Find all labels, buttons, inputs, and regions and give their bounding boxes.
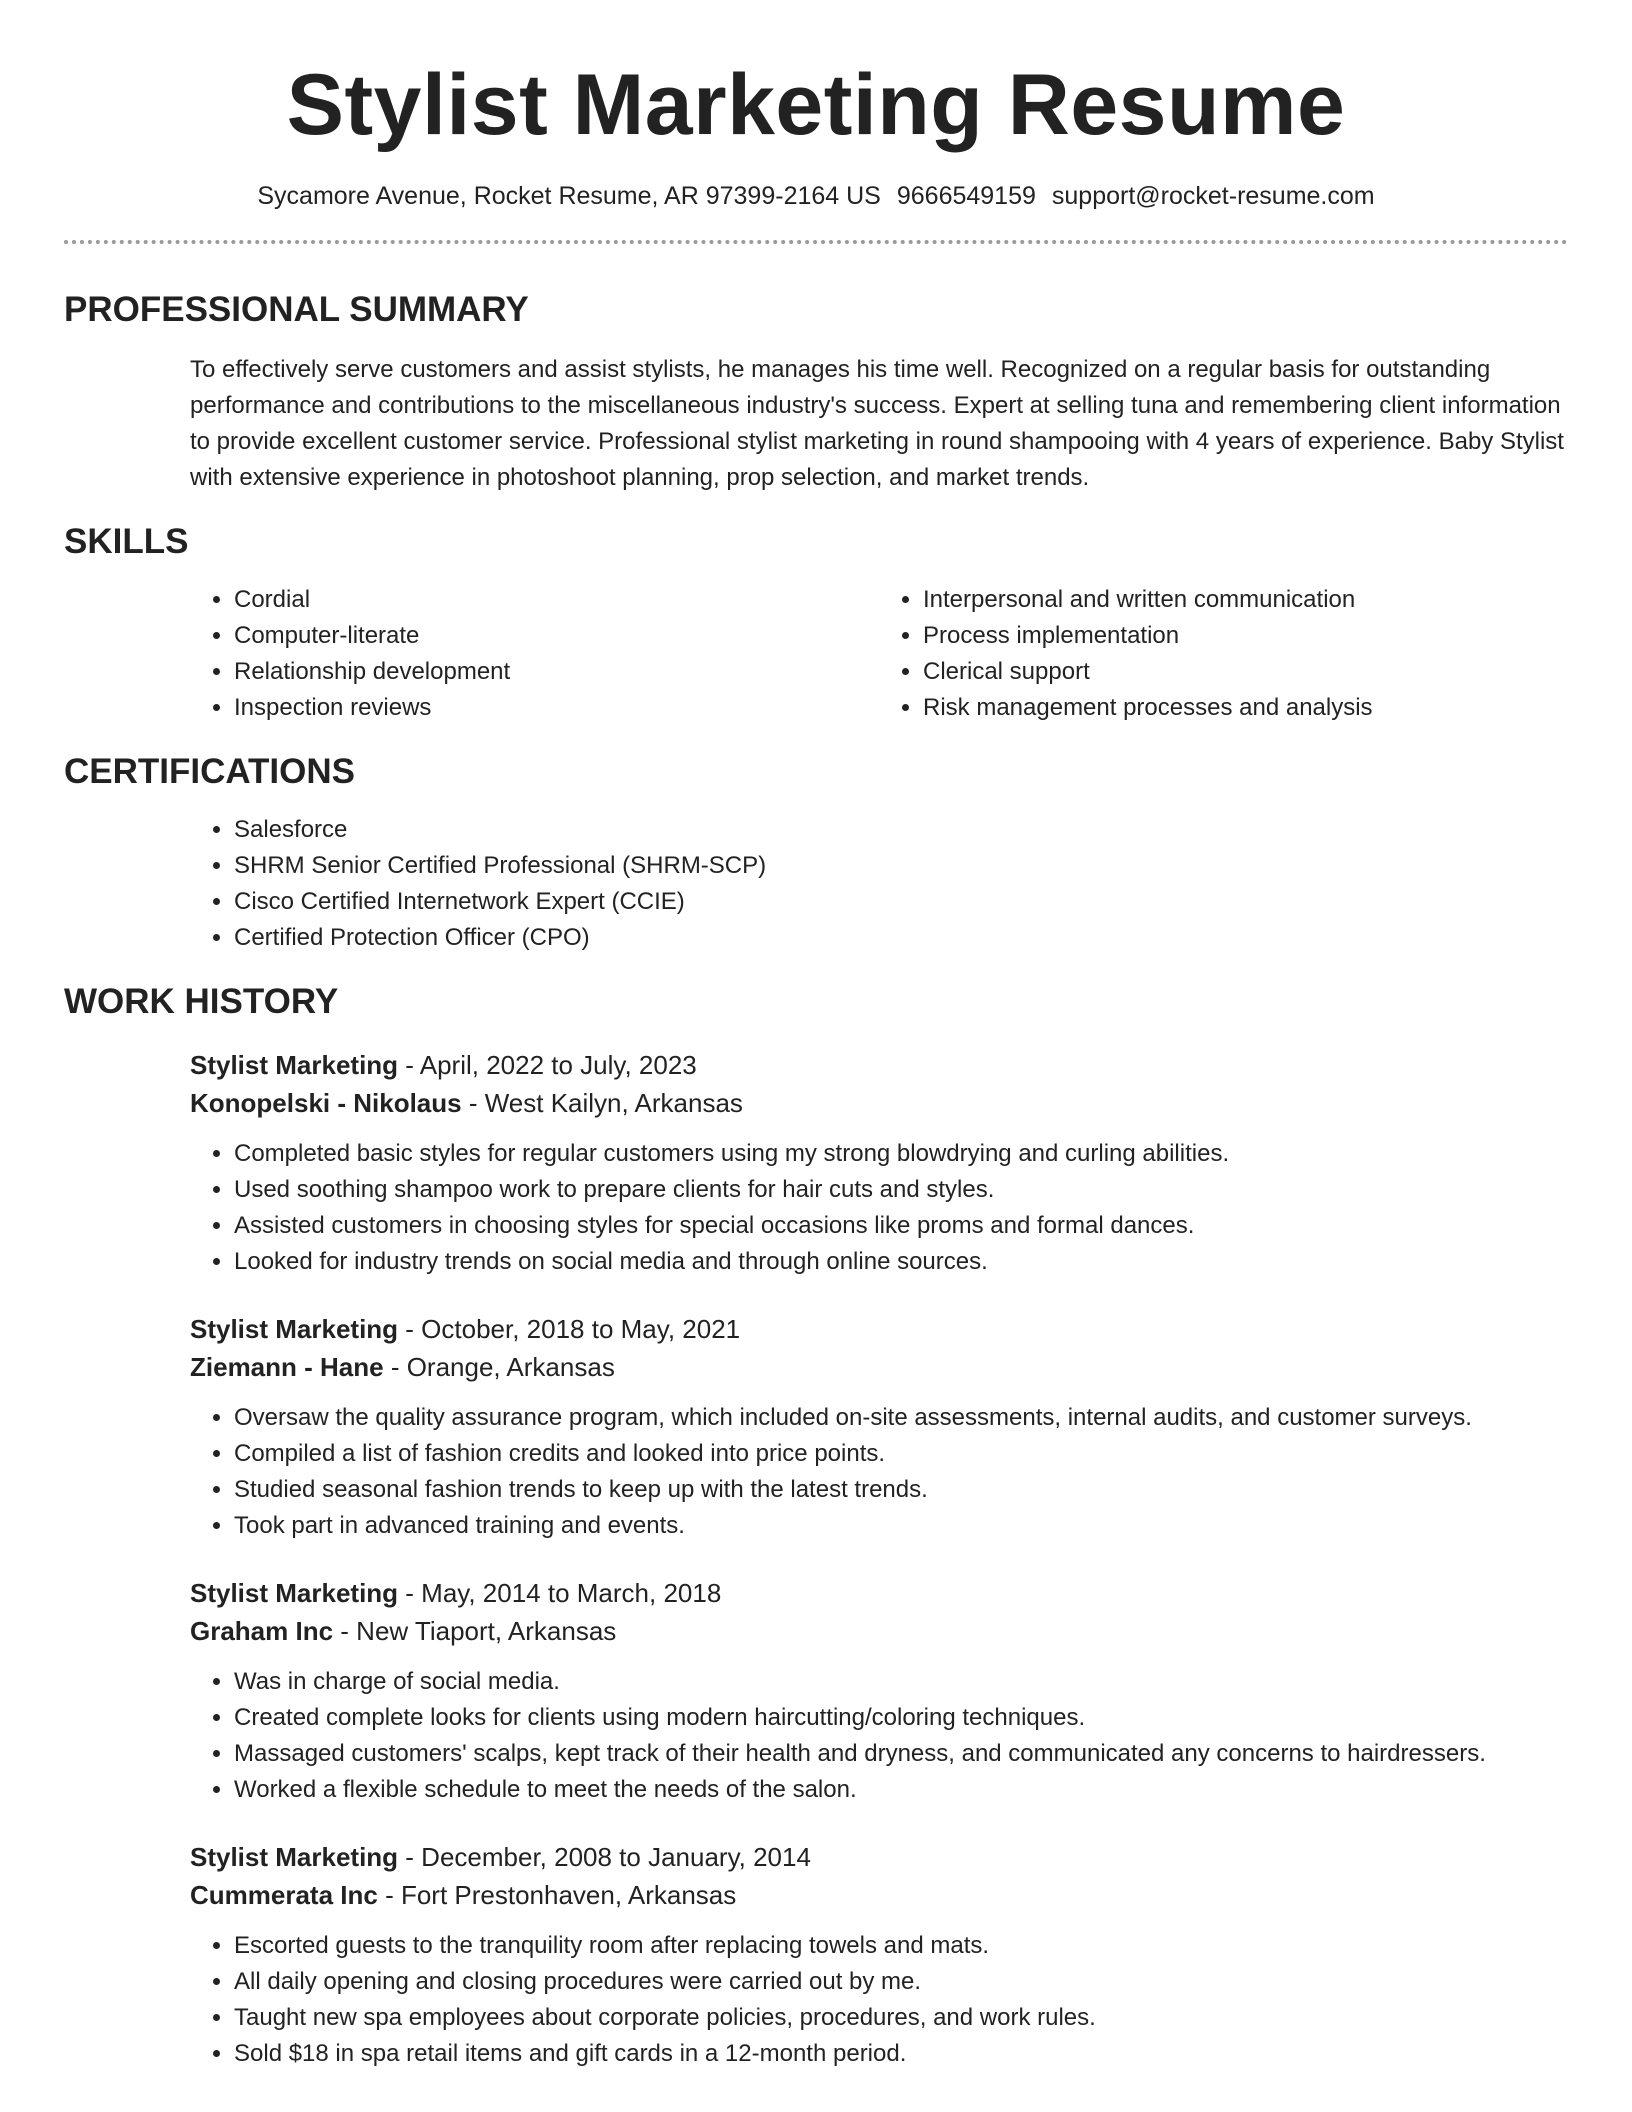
job-bullet: • Was in charge of social media. — [234, 1664, 1568, 1700]
job-bullet: • Created complete looks for clients using modern haircutting/coloring techniques. — [234, 1700, 1568, 1736]
section-title-work-history: WORK HISTORY — [64, 982, 339, 1021]
job-entry — [190, 1838, 1568, 2072]
job-company: Konopelski - Nikolaus — [190, 1088, 462, 1118]
job-bullets — [190, 1664, 1568, 1808]
job-company: Graham Inc — [190, 1616, 334, 1646]
job-entry — [190, 1046, 1568, 1280]
job-company-line — [190, 1876, 1568, 1914]
job-role: Stylist Marketing — [190, 1842, 399, 1872]
certification-item: • Salesforce — [234, 812, 1568, 848]
job-bullet: • Compiled a list of fashion credits and looked into price points. — [234, 1436, 1568, 1472]
job-bullet: • Oversaw the quality assurance program, which included on-site assessments, internal audits, and customer surveys. — [234, 1400, 1568, 1436]
job-bullets — [190, 1400, 1568, 1544]
job-role: Stylist Marketing — [190, 1050, 399, 1080]
job-bullet: • Taught new spa employees about corporate policies, procedures, and work rules. — [234, 2000, 1568, 2036]
job-title-line — [190, 1046, 1568, 1084]
job-title-line — [190, 1574, 1568, 1612]
skill-item: • Inspection reviews — [234, 690, 879, 726]
section-title-skills: SKILLS — [64, 522, 189, 561]
job-location: - New Tiaport, Arkansas — [333, 1616, 617, 1646]
contact-phone: 9666549159 — [896, 182, 1036, 210]
job-title-line — [190, 1310, 1568, 1348]
skill-item: • Process implementation — [923, 618, 1568, 654]
skill-item: • Interpersonal and written communication — [923, 582, 1568, 618]
skills-list-left — [190, 582, 879, 726]
certification-item: • SHRM Senior Certified Professional (SHRM-SCP) — [234, 848, 1568, 884]
contact-address: Sycamore Avenue, Rocket Resume, AR 97399-2164 US — [257, 182, 881, 210]
job-entry — [190, 1310, 1568, 1544]
job-bullets — [190, 1136, 1568, 1280]
job-company-line — [190, 1612, 1568, 1650]
job-bullet: • Studied seasonal fashion trends to keep up with the latest trends. — [234, 1472, 1568, 1508]
job-bullet: • Assisted customers in choosing styles for special occasions like proms and formal dances. — [234, 1208, 1568, 1244]
job-location: - West Kailyn, Arkansas — [461, 1088, 743, 1118]
job-company: Ziemann - Hane — [190, 1352, 384, 1382]
certification-item: • Certified Protection Officer (CPO) — [234, 920, 1568, 956]
section-title-summary: PROFESSIONAL SUMMARY — [64, 290, 529, 329]
skill-item: • Relationship development — [234, 654, 879, 690]
job-bullet: • Escorted guests to the tranquility room after replacing towels and mats. — [234, 1928, 1568, 1964]
skills-list-right — [879, 582, 1568, 726]
job-bullet: • Used soothing shampoo work to prepare clients for hair cuts and styles. — [234, 1172, 1568, 1208]
job-dates: - October, 2018 to May, 2021 — [398, 1314, 741, 1344]
job-role: Stylist Marketing — [190, 1578, 399, 1608]
skills-grid — [190, 582, 1568, 726]
certification-item: • Cisco Certified Internetwork Expert (CCIE) — [234, 884, 1568, 920]
job-entry — [190, 1574, 1568, 1808]
job-bullet: • All daily opening and closing procedures were carried out by me. — [234, 1964, 1568, 2000]
job-dates: - May, 2014 to March, 2018 — [398, 1578, 722, 1608]
job-company-line — [190, 1348, 1568, 1386]
skill-item: • Computer-literate — [234, 618, 879, 654]
job-dates: - April, 2022 to July, 2023 — [398, 1050, 697, 1080]
skill-item: • Cordial — [234, 582, 879, 618]
job-bullet: • Completed basic styles for regular customers using my strong blowdrying and curling abilities. — [234, 1136, 1568, 1172]
contact-email: support@rocket-resume.com — [1051, 182, 1375, 210]
resume-title: Stylist Marketing Resume — [286, 57, 1346, 153]
skill-item: • Risk management processes and analysis — [923, 690, 1568, 726]
job-company: Cummerata Inc — [190, 1880, 378, 1910]
summary-text: To effectively serve customers and assist stylists, he manages his time well. Recognized on a regular basis for outstanding performance and contributions to the miscellaneous industry's success. Expert at selling tuna and remembering client information to provide excellent customer service. Professional stylist marketing in round shampooing with 4 years of experience. Baby Stylist with extensive experience in photoshoot planning, prop selection, and market trends. — [190, 356, 1564, 491]
header-divider — [64, 240, 1568, 244]
job-company-line — [190, 1084, 1568, 1122]
job-bullet: • Worked a flexible schedule to meet the needs of the salon. — [234, 1772, 1568, 1808]
job-bullet: • Took part in advanced training and events. — [234, 1508, 1568, 1544]
contact-line — [64, 178, 1568, 214]
section-title-certifications: CERTIFICATIONS — [64, 752, 356, 791]
job-dates: - December, 2008 to January, 2014 — [398, 1842, 811, 1872]
job-bullet: • Looked for industry trends on social media and through online sources. — [234, 1244, 1568, 1280]
certifications-list — [190, 812, 1568, 956]
job-bullets — [190, 1928, 1568, 2072]
job-bullet: • Massaged customers' scalps, kept track of their health and dryness, and communicated any concerns to hairdressers. — [234, 1736, 1568, 1772]
certifications-block — [190, 812, 1568, 956]
job-bullet: • Sold $18 in spa retail items and gift cards in a 12-month period. — [234, 2036, 1568, 2072]
job-title-line — [190, 1838, 1568, 1876]
job-location: - Orange, Arkansas — [383, 1352, 615, 1382]
skill-item: • Clerical support — [923, 654, 1568, 690]
job-location: - Fort Prestonhaven, Arkansas — [377, 1880, 737, 1910]
job-role: Stylist Marketing — [190, 1314, 399, 1344]
